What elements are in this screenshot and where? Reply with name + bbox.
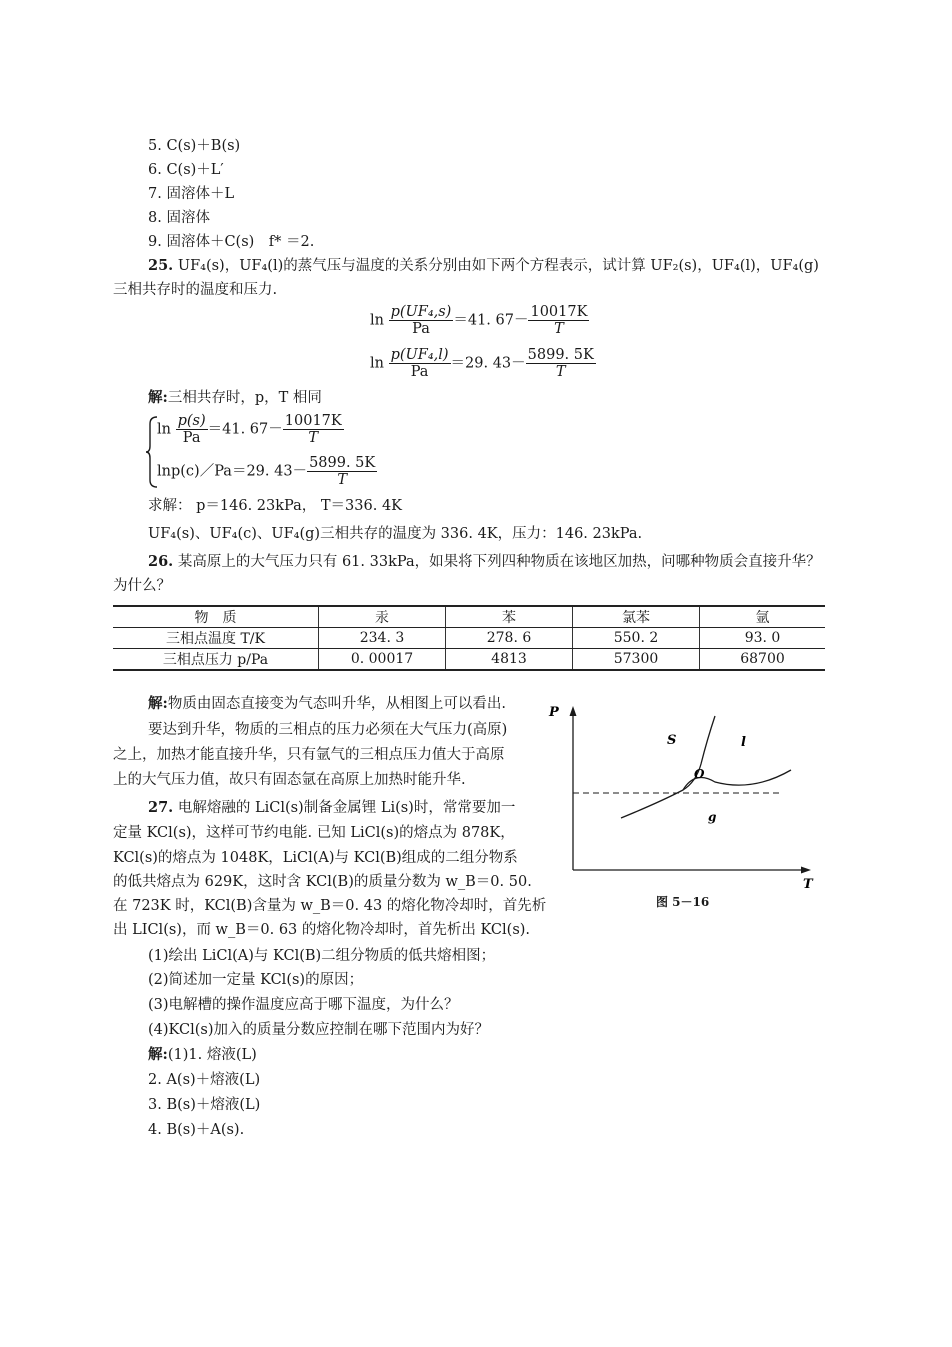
- equation-rhs: ＝41. 67－: [453, 312, 529, 329]
- solution-27-item: 4. B(s)＋A(s).: [148, 1122, 245, 1138]
- solution-label: 解:: [148, 389, 168, 406]
- triple-point-label: O: [694, 767, 705, 781]
- question-text: UF₄(s)，UF₄(l)的蒸气压与温度的关系分别由如下两个方程表示，试计算 UF₂(s)，UF₄(l)，UF₄(g): [177, 258, 819, 274]
- solution-25-result: 求解： p＝146. 23kPa， T＝336. 4K: [148, 498, 403, 514]
- question-text: 电解熔融的 LiCl(s)制备金属锂 Li(s)时，常常要加一: [177, 800, 516, 816]
- equation-2: [370, 347, 596, 380]
- question-27-line: 定量 KCl(s)，这样可节约电能. 已知 LiCl(s)的熔点为 878K，: [113, 825, 515, 841]
- table-header: 汞: [319, 606, 446, 628]
- question-27-sub: (1)绘出 LiCl(A)与 KCl(B)二组分物质的低共熔相图；: [148, 948, 496, 964]
- region-s-label: S: [667, 733, 677, 748]
- question-number: 27.: [148, 799, 174, 816]
- axis-p-label: P: [549, 705, 559, 720]
- table-cell: 278. 6: [446, 628, 573, 649]
- question-27-sub: (2)简述加一定量 KCl(s)的原因；: [148, 972, 364, 988]
- solution-label: 解:: [148, 1046, 168, 1063]
- table-header: 苯: [446, 606, 573, 628]
- table-cell: 68700: [700, 649, 826, 671]
- table-header: 物 质: [113, 606, 319, 628]
- list-item: 9. 固溶体＋C(s) f* ＝2.: [148, 234, 315, 250]
- question-27-line: 的低共熔点为 629K，这时含 KCl(B)的质量分数为 w_B＝0. 50.: [113, 874, 532, 890]
- figure-caption: 图 5－16: [656, 895, 710, 909]
- phase-diagram-figure: [549, 700, 825, 915]
- solution-label: 解:: [148, 695, 168, 712]
- fraction: $\frac{10017K}{T}$: [284, 413, 342, 446]
- question-27-line: 在 723K 时，KCl(B)含量为 w_B＝0. 43 的熔化物冷却时，首先析: [113, 898, 547, 914]
- solution-26-line1: [148, 694, 506, 714]
- fraction: $\frac{\text{p(UF₄,l)}}{Pa}$: [390, 347, 449, 380]
- solution-text: 物质由固态直接变为气态叫升华，从相图上可以看出.: [167, 696, 506, 712]
- table-cell: 0. 00017: [319, 649, 446, 671]
- ln-label: ln: [370, 355, 384, 372]
- question-27-line: KCl(s)的熔点为 1048K，LiCl(A)与 KCl(B)组成的二组分物系: [113, 850, 518, 866]
- solution-27-line1: [148, 1045, 257, 1065]
- solution-27-item: 3. B(s)＋熔液(L): [148, 1097, 261, 1113]
- list-item: 7. 固溶体＋L: [148, 186, 235, 202]
- question-26-line1: [148, 552, 821, 572]
- equation-lhs: lnp(c)／Pa＝29. 43－: [157, 463, 308, 480]
- system-equation-2: [157, 455, 377, 488]
- question-27-sub: (3)电解槽的操作温度应高于哪下温度，为什么？: [148, 997, 459, 1013]
- solution-27-item: 2. A(s)＋熔液(L): [148, 1072, 261, 1088]
- region-l-label: l: [741, 735, 746, 750]
- system-equation-1: [157, 413, 344, 446]
- question-26-line2: 为什么？: [113, 578, 171, 594]
- equation-1: [370, 304, 589, 337]
- table-cell: 57300: [573, 649, 700, 671]
- list-item: 6. C(s)＋L′: [148, 162, 224, 178]
- fraction: $\frac{\text{p(UF₄,s)}}{Pa}$: [390, 304, 452, 337]
- table-cell: 三相点温度 T/K: [113, 628, 319, 649]
- table-cell: 234. 3: [319, 628, 446, 649]
- question-27-line1: [148, 798, 515, 818]
- table-cell: 93. 0: [700, 628, 826, 649]
- fraction: $\frac{5899. 5K}{T}$: [527, 347, 594, 380]
- table-header: 氩: [700, 606, 826, 628]
- solution-text: 三相共存时，p，T 相同: [167, 390, 322, 406]
- ln-label: ln: [370, 312, 384, 329]
- question-number: 25.: [148, 257, 174, 274]
- equation-rhs: ＝41. 67－: [207, 421, 283, 438]
- question-27-line: 出 LICl(s)，而 w_B＝0. 63 的熔化物冷却时，首先析出 KCl(s).: [113, 922, 531, 938]
- list-item: 8. 固溶体: [148, 210, 210, 226]
- fraction: $\frac{p(s)}{Pa}$: [177, 413, 206, 446]
- question-25-line1: [148, 256, 819, 276]
- y-axis-arrow: [570, 706, 577, 716]
- ln-label: ln: [157, 421, 171, 438]
- table-row: [113, 628, 825, 649]
- equation-rhs: ＝29. 43－: [450, 355, 526, 372]
- solution-25-conclusion: UF₄(s)、UF₄(c)、UF₄(g)三相共存的温度为 336. 4K，压力：146. 23kPa.: [148, 526, 643, 542]
- fraction: $\frac{5899. 5K}{T}$: [309, 455, 376, 488]
- question-text: 某高原上的大气压力只有 61. 33kPa，如果将下列四种物质在该地区加热，问哪种物质会直接升华？: [177, 554, 821, 570]
- table-header: 氯苯: [573, 606, 700, 628]
- table-row: [113, 649, 825, 671]
- table-header-row: [113, 606, 825, 628]
- data-table: [113, 605, 825, 671]
- axis-t-label: T: [803, 877, 813, 892]
- question-27-sub: (4)KCl(s)加入的质量分数应控制在哪下范围内为好？: [148, 1022, 489, 1038]
- question-number: 26.: [148, 553, 174, 570]
- solution-25-line1: [148, 388, 322, 408]
- solution-text: (1)1. 熔液(L): [167, 1047, 257, 1063]
- question-25-line2: 三相共存时的温度和压力.: [113, 282, 278, 298]
- solution-26-line: 上的大气压力值，故只有固态氩在高原上加热时能升华.: [113, 772, 466, 788]
- x-axis-arrow: [801, 867, 811, 874]
- table-cell: 4813: [446, 649, 573, 671]
- table-cell: 三相点压力 p/Pa: [113, 649, 319, 671]
- region-g-label: g: [708, 810, 717, 824]
- list-item: 5. C(s)＋B(s): [148, 138, 241, 154]
- solution-26-line: 要达到升华，物质的三相点的压力必须在大气压力(高原): [148, 722, 508, 738]
- fraction: $\frac{10017K}{T}$: [530, 304, 588, 337]
- table-cell: 550. 2: [573, 628, 700, 649]
- solution-26-line: 之上，加热才能直接升华，只有氩气的三相点压力值大于高原: [113, 747, 505, 763]
